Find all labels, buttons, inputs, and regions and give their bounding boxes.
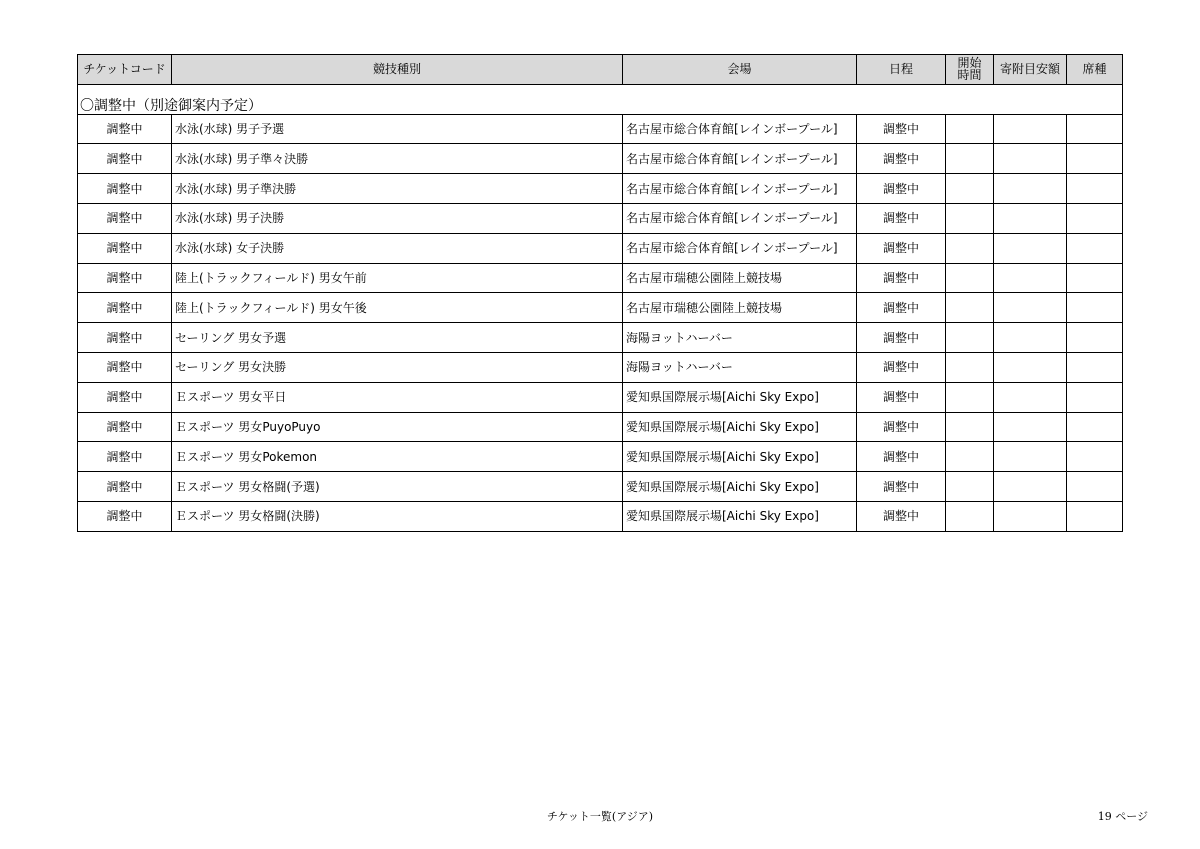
header-venue: 会場 bbox=[623, 55, 857, 85]
cell-seat bbox=[1067, 472, 1123, 502]
cell-donation bbox=[994, 114, 1067, 144]
cell-event-type: Ｅスポーツ 男女格闘(予選) bbox=[172, 472, 623, 502]
cell-venue: 名古屋市総合体育館[レインボープール] bbox=[623, 233, 857, 263]
header-ticket-code: チケットコード bbox=[78, 55, 172, 85]
cell-venue: 海陽ヨットハーバー bbox=[623, 352, 857, 382]
cell-venue: 名古屋市総合体育館[レインボープール] bbox=[623, 174, 857, 204]
cell-ticket-code: 調整中 bbox=[78, 442, 172, 472]
table-row bbox=[78, 352, 1123, 382]
cell-venue: 愛知県国際展示場[Aichi Sky Expo] bbox=[623, 472, 857, 502]
cell-start-time bbox=[946, 144, 994, 174]
table-row bbox=[78, 263, 1123, 293]
cell-event-type: Ｅスポーツ 男女平日 bbox=[172, 382, 623, 412]
table-body bbox=[78, 84, 1123, 531]
cell-seat bbox=[1067, 323, 1123, 353]
cell-donation bbox=[994, 323, 1067, 353]
table-row bbox=[78, 442, 1123, 472]
cell-date: 調整中 bbox=[857, 382, 946, 412]
cell-event-type: 水泳(水球) 男子準決勝 bbox=[172, 174, 623, 204]
cell-date: 調整中 bbox=[857, 412, 946, 442]
cell-date: 調整中 bbox=[857, 114, 946, 144]
header-seat: 席種 bbox=[1067, 55, 1123, 85]
cell-date: 調整中 bbox=[857, 323, 946, 353]
cell-seat bbox=[1067, 442, 1123, 472]
cell-ticket-code: 調整中 bbox=[78, 352, 172, 382]
cell-seat bbox=[1067, 293, 1123, 323]
table-row bbox=[78, 174, 1123, 204]
cell-ticket-code: 調整中 bbox=[78, 472, 172, 502]
cell-ticket-code: 調整中 bbox=[78, 412, 172, 442]
cell-seat bbox=[1067, 382, 1123, 412]
cell-seat bbox=[1067, 263, 1123, 293]
table-row bbox=[78, 472, 1123, 502]
cell-ticket-code: 調整中 bbox=[78, 293, 172, 323]
cell-ticket-code: 調整中 bbox=[78, 501, 172, 531]
cell-event-type: 陸上(トラックフィールド) 男女午後 bbox=[172, 293, 623, 323]
cell-venue: 海陽ヨットハーバー bbox=[623, 323, 857, 353]
cell-venue: 名古屋市総合体育館[レインボープール] bbox=[623, 114, 857, 144]
cell-ticket-code: 調整中 bbox=[78, 174, 172, 204]
cell-venue: 愛知県国際展示場[Aichi Sky Expo] bbox=[623, 382, 857, 412]
cell-ticket-code: 調整中 bbox=[78, 233, 172, 263]
table-row bbox=[78, 382, 1123, 412]
table-row bbox=[78, 501, 1123, 531]
table-row bbox=[78, 203, 1123, 233]
cell-start-time bbox=[946, 263, 994, 293]
cell-venue: 愛知県国際展示場[Aichi Sky Expo] bbox=[623, 412, 857, 442]
cell-date: 調整中 bbox=[857, 233, 946, 263]
cell-date: 調整中 bbox=[857, 203, 946, 233]
cell-date: 調整中 bbox=[857, 263, 946, 293]
table-header bbox=[78, 55, 1123, 85]
cell-venue: 名古屋市総合体育館[レインボープール] bbox=[623, 144, 857, 174]
cell-event-type: 水泳(水球) 男子決勝 bbox=[172, 203, 623, 233]
table-row bbox=[78, 323, 1123, 353]
cell-event-type: 水泳(水球) 男子予選 bbox=[172, 114, 623, 144]
cell-start-time bbox=[946, 114, 994, 144]
table-row bbox=[78, 293, 1123, 323]
cell-start-time bbox=[946, 323, 994, 353]
cell-start-time bbox=[946, 442, 994, 472]
cell-ticket-code: 調整中 bbox=[78, 382, 172, 412]
cell-venue: 愛知県国際展示場[Aichi Sky Expo] bbox=[623, 501, 857, 531]
cell-ticket-code: 調整中 bbox=[78, 144, 172, 174]
cell-seat bbox=[1067, 233, 1123, 263]
section-row bbox=[78, 84, 1123, 114]
cell-venue: 名古屋市総合体育館[レインボープール] bbox=[623, 203, 857, 233]
cell-event-type: Ｅスポーツ 男女格闘(決勝) bbox=[172, 501, 623, 531]
cell-event-type: 陸上(トラックフィールド) 男女午前 bbox=[172, 263, 623, 293]
header-donation: 寄附目安額 bbox=[994, 55, 1067, 85]
cell-donation bbox=[994, 382, 1067, 412]
cell-donation bbox=[994, 472, 1067, 502]
table-row bbox=[78, 233, 1123, 263]
cell-date: 調整中 bbox=[857, 501, 946, 531]
table-row bbox=[78, 114, 1123, 144]
cell-start-time bbox=[946, 293, 994, 323]
cell-ticket-code: 調整中 bbox=[78, 323, 172, 353]
table-row bbox=[78, 144, 1123, 174]
cell-seat bbox=[1067, 144, 1123, 174]
cell-event-type: セーリング 男女予選 bbox=[172, 323, 623, 353]
cell-date: 調整中 bbox=[857, 352, 946, 382]
cell-start-time bbox=[946, 501, 994, 531]
cell-date: 調整中 bbox=[857, 293, 946, 323]
cell-date: 調整中 bbox=[857, 472, 946, 502]
cell-venue: 名古屋市瑞穂公園陸上競技場 bbox=[623, 263, 857, 293]
cell-donation bbox=[994, 412, 1067, 442]
cell-donation bbox=[994, 442, 1067, 472]
cell-event-type: 水泳(水球) 男子準々決勝 bbox=[172, 144, 623, 174]
cell-start-time bbox=[946, 472, 994, 502]
cell-venue: 愛知県国際展示場[Aichi Sky Expo] bbox=[623, 442, 857, 472]
cell-event-type: セーリング 男女決勝 bbox=[172, 352, 623, 382]
cell-start-time bbox=[946, 352, 994, 382]
cell-event-type: Ｅスポーツ 男女Pokemon bbox=[172, 442, 623, 472]
cell-event-type: 水泳(水球) 女子決勝 bbox=[172, 233, 623, 263]
cell-seat bbox=[1067, 501, 1123, 531]
footer-page-number: 19 ページ bbox=[1097, 810, 1148, 823]
cell-start-time bbox=[946, 174, 994, 204]
cell-donation bbox=[994, 293, 1067, 323]
header-date: 日程 bbox=[857, 55, 946, 85]
cell-date: 調整中 bbox=[857, 144, 946, 174]
cell-ticket-code: 調整中 bbox=[78, 114, 172, 144]
cell-seat bbox=[1067, 174, 1123, 204]
cell-seat bbox=[1067, 203, 1123, 233]
cell-start-time bbox=[946, 203, 994, 233]
cell-donation bbox=[994, 352, 1067, 382]
cell-date: 調整中 bbox=[857, 174, 946, 204]
header-start-time-line2: 時間 bbox=[957, 68, 982, 83]
section-title: 〇調整中（別途御案内予定） bbox=[78, 84, 1123, 114]
cell-venue: 名古屋市瑞穂公園陸上競技場 bbox=[623, 293, 857, 323]
cell-donation bbox=[994, 233, 1067, 263]
header-start-time bbox=[946, 55, 994, 85]
cell-donation bbox=[994, 501, 1067, 531]
cell-start-time bbox=[946, 412, 994, 442]
cell-donation bbox=[994, 144, 1067, 174]
cell-donation bbox=[994, 203, 1067, 233]
cell-ticket-code: 調整中 bbox=[78, 203, 172, 233]
footer-title: チケット一覧(アジア) bbox=[546, 810, 654, 823]
cell-donation bbox=[994, 263, 1067, 293]
cell-event-type: Ｅスポーツ 男女PuyoPuyo bbox=[172, 412, 623, 442]
cell-ticket-code: 調整中 bbox=[78, 263, 172, 293]
table-row bbox=[78, 412, 1123, 442]
cell-seat bbox=[1067, 352, 1123, 382]
cell-seat bbox=[1067, 412, 1123, 442]
header-event-type: 競技種別 bbox=[172, 55, 623, 85]
ticket-table bbox=[77, 54, 1123, 532]
cell-date: 調整中 bbox=[857, 442, 946, 472]
cell-start-time bbox=[946, 382, 994, 412]
cell-start-time bbox=[946, 233, 994, 263]
cell-seat bbox=[1067, 114, 1123, 144]
cell-donation bbox=[994, 174, 1067, 204]
header-start-time-line1: 開始 bbox=[957, 56, 982, 71]
